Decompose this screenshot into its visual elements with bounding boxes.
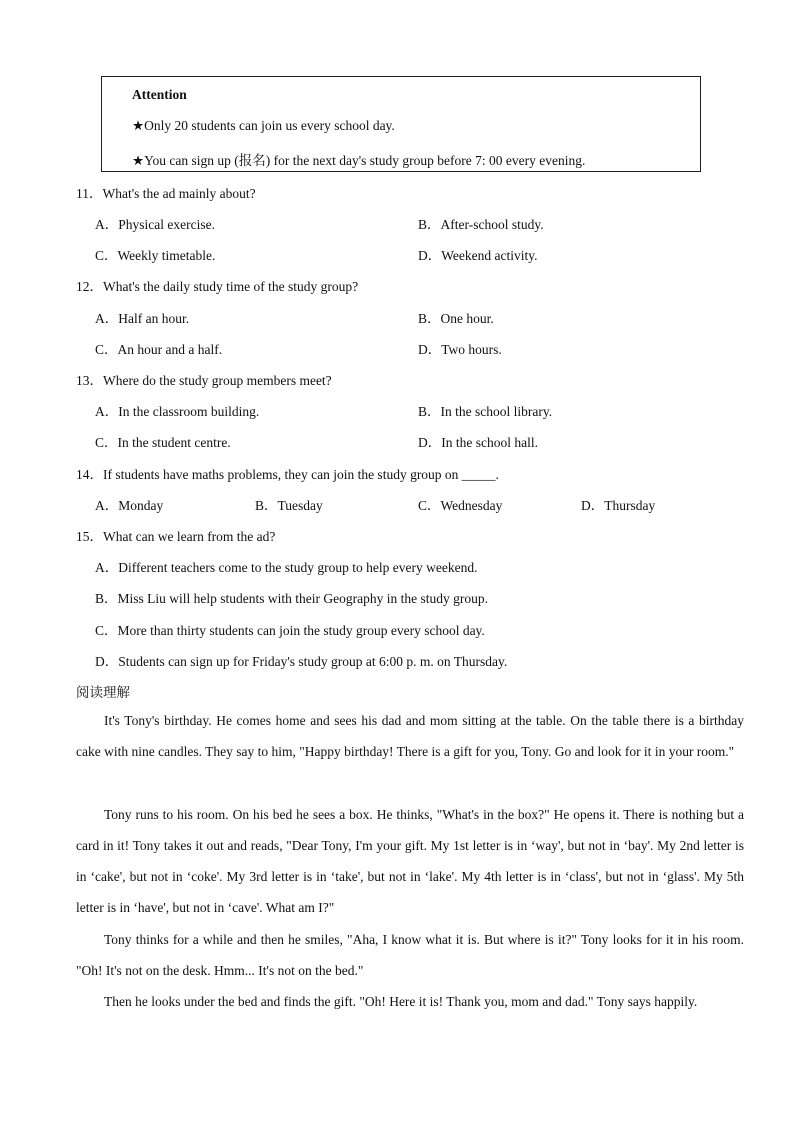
question-15-option-d: D．Students can sign up for Friday's study group at 6:00 p. m. on Thursday. xyxy=(95,654,508,669)
attention-line: ★Only 20 students can join us every school day. xyxy=(132,118,395,133)
reading-paragraph: It's Tony's birthday. He comes home and sees his dad and mom sitting at the table. On the table there is a birthday cake with nine candles. They say to him, "Happy birthday! There is a gift for you, Tony. Go and look for it in your room." xyxy=(76,713,744,759)
question-14-option-b: B．Tuesday xyxy=(255,498,323,513)
question-11-option-c: C．Weekly timetable. xyxy=(95,248,216,263)
attention-box xyxy=(101,76,701,172)
attention-title: Attention xyxy=(132,87,187,102)
question-13-option-d: D．In the school hall. xyxy=(418,435,538,450)
question-12-option-a: A．Half an hour. xyxy=(95,311,190,326)
question-13-stem: 13．Where do the study group members meet? xyxy=(76,373,332,388)
attention-line: ★You can sign up (报名) for the next day's study group before 7: 00 every evening. xyxy=(132,153,586,168)
question-11-option-b: B．After-school study. xyxy=(418,217,544,232)
question-12-stem: 12．What's the daily study time of the study group? xyxy=(76,279,359,294)
question-15-option-a: A．Different teachers come to the study group to help every weekend. xyxy=(95,560,478,575)
question-14-option-a: A．Monday xyxy=(95,498,164,513)
question-14-stem: 14．If students have maths problems, they can join the study group on _____. xyxy=(76,467,499,482)
reading-paragraph: Then he looks under the bed and finds the gift. "Oh! Here it is! Thank you, mom and dad." Tony says happily. xyxy=(104,994,698,1009)
section-heading: 阅读理解 xyxy=(76,685,130,700)
question-12-option-d: D．Two hours. xyxy=(418,342,502,357)
question-13-option-c: C．In the student centre. xyxy=(95,435,231,450)
question-13-option-a: A．In the classroom building. xyxy=(95,404,260,419)
question-15-stem: 15．What can we learn from the ad? xyxy=(76,529,276,544)
question-11-stem: 11．What's the ad mainly about? xyxy=(76,186,256,201)
reading-paragraph: Tony runs to his room. On his bed he sees a box. He thinks, "What's in the box?" He opens it. There is nothing but a card in it! Tony takes it out and reads, "Dear Tony, I'm your gift. My 1st letter is in ‘way', but not in ‘bay'. My 2nd letter is in ‘cake', but not in ‘coke'. My 3rd letter is in ‘take', but not in ‘lake'. My 4th letter is in ‘class', but not in ‘glass'. My 5th letter is in ‘have', but not in ‘cave'. What am I?" xyxy=(76,807,744,915)
question-11-option-a: A．Physical exercise. xyxy=(95,217,215,232)
question-13-option-b: B．In the school library. xyxy=(418,404,553,419)
question-12-option-c: C．An hour and a half. xyxy=(95,342,223,357)
question-15-option-b: B．Miss Liu will help students with their Geography in the study group. xyxy=(95,591,488,606)
question-11-option-d: D．Weekend activity. xyxy=(418,248,538,263)
question-14-option-c: C．Wednesday xyxy=(418,498,503,513)
reading-paragraph: Tony thinks for a while and then he smiles, "Aha, I know what it is. But where is it?" Tony looks for it in his room. "Oh! It's not on the desk. Hmm... It's not on the bed." xyxy=(76,932,744,978)
question-12-option-b: B．One hour. xyxy=(418,311,494,326)
question-14-option-d: D．Thursday xyxy=(581,498,656,513)
question-15-option-c: C．More than thirty students can join the study group every school day. xyxy=(95,623,485,638)
